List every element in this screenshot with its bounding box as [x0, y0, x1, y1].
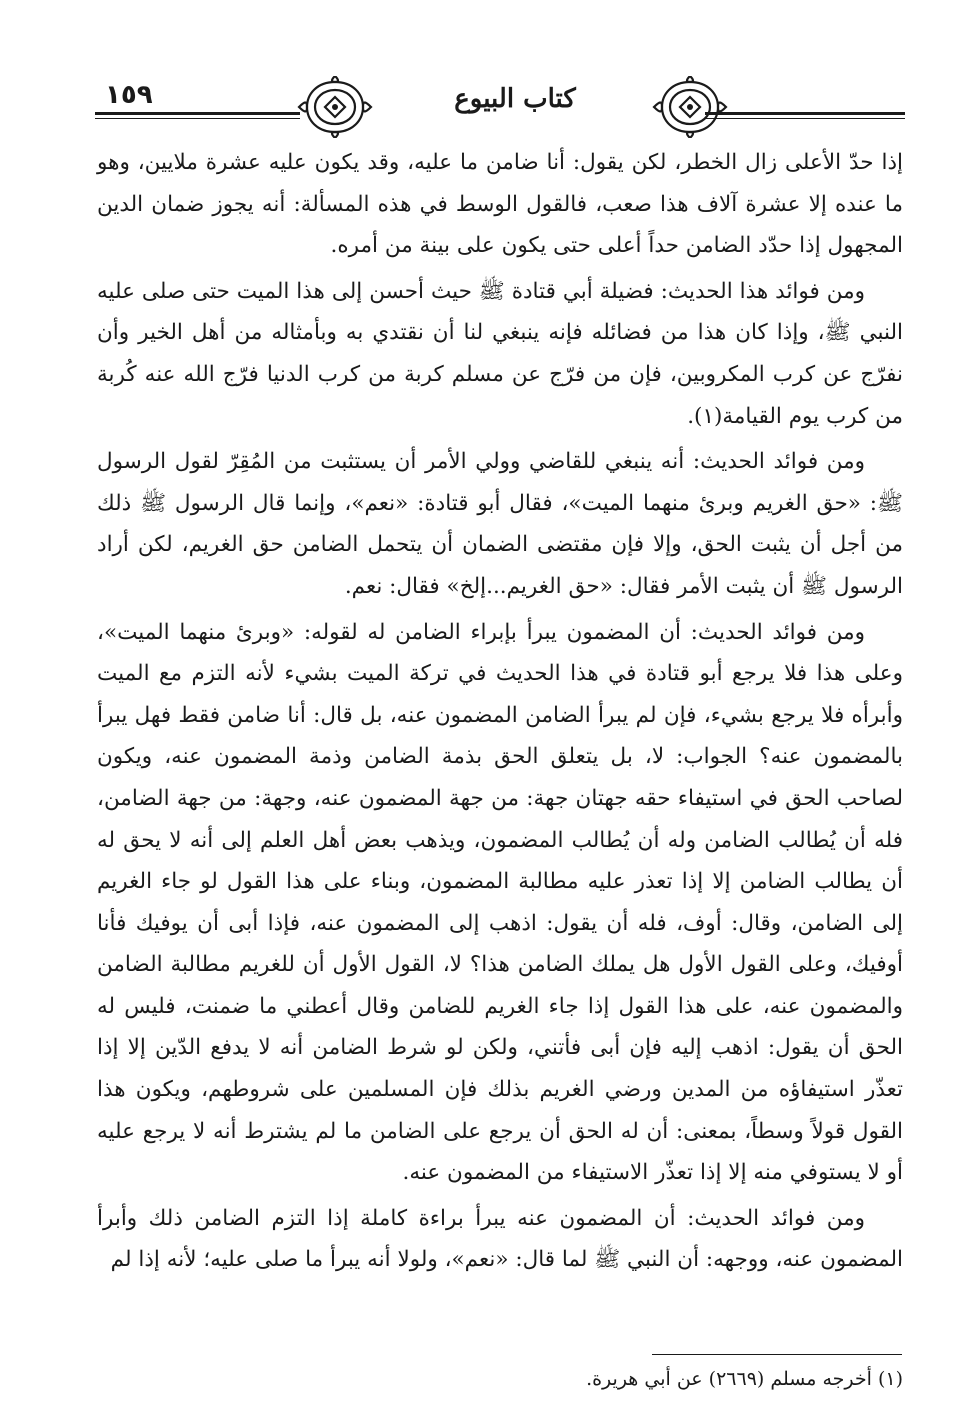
paragraph-1: إذا حدّ الأعلى زال الخطر، لكن يقول: أنا ضامن ما عليه، وقد يكون عليه عشرة ملايين، وهو ما عنده إلا عشرة آلاف هذا صعب، فالقول الوسط في هذه المسألة: أنه يجوز ضمان الدين المجهول إذا حدّد الضامن حداً أعلى حتى يكون على بينة من أمره.	[97, 150, 903, 259]
header-rule-right	[705, 112, 905, 115]
ornament-left-icon	[295, 76, 375, 138]
paragraph-3: ومن فوائد الحديث: أنه ينبغي للقاضي وولي الأمر أن يستثبت من المُقِرّ لقول الرسول ﷺ: «حق الغريم وبرئ منهما الميت»، فقال أبو قتادة: «نعم»، وإنما قال الرسول ﷺ ذلك من أجل أن يثبت الحق، وإلا فإن مقتضى الضمان أن يتحمل الضامن حق الغريم، لكن أراد الرسول ﷺ أن يثبت الأمر فقال: «حق الغريم...إلخ» فقال: نعم.	[97, 449, 903, 599]
footnote-divider	[652, 1354, 902, 1355]
header-rule-left	[95, 112, 300, 115]
ornament-right-icon	[650, 76, 730, 138]
main-text	[97, 142, 903, 1285]
page-header	[95, 72, 905, 134]
page-number: ١٥٩	[105, 80, 153, 110]
paragraph-2: ومن فوائد هذا الحديث: فضيلة أبي قتادة ﷺ حيث أحسن إلى هذا الميت حتى صلى عليه النبي ﷺ، وإذا كان هذا من فضائله فإنه ينبغي لنا أن نقتدي به وبأمثاله من أهل الخير وأن نفرّج عن كرب المكروبين، فإن من فرّج عن مسلم كربة من كرب الدنيا فرّج الله عنه كُربة من كرب يوم القيامة(١).	[97, 278, 903, 429]
paragraph-5: ومن فوائد الحديث: أن المضمون عنه يبرأ براءة كاملة إذا التزم الضامن ذلك وأبرأ المضمون عنه، ووجهه: أن النبي ﷺ لما قال: «نعم»، ولولا أنه يبرأ ما صلى عليه؛ لأنه إذا لم	[97, 1205, 903, 1273]
footnote: (١) أخرجه مسلم (٢٦٦٩) عن أبي هريرة.	[586, 1368, 903, 1390]
book-title: كتاب البيوع	[454, 84, 576, 114]
paragraph-4: ومن فوائد الحديث: أن المضمون يبرأ بإبراء الضامن له لقوله: «وبرئ منهما الميت»، وعلى هذا فلا يرجع أبو قتادة في هذا الحديث في تركة الميت بشيء لأنه التزم مع الميت وأبرأه فلا يرجع بشيء، فإن لم يبرأ الضامن المضمون عنه، بل قال: أنا ضامن فقط فهل يبرأ بالمضمون عنه؟ الجواب: لا، بل يتعلق الحق بذمة الضامن وذمة المضمون عنه، ويكون لصاحب الحق في استيفاء حقه جهتان جهة: من جهة المضمون عنه، وجهة: من جهة الضامن، فله أن يُطالب الضامن وله أن يُطالب المضمون، ويذهب بعض أهل العلم إلى أنه لا يحق له أن يطالب الضامن إلا إذا تعذر عليه مطالبة المضمون، وبناء على هذا القول لو جاء الغريم إلى الضامن، وقال: أوف، فله أن يقول: اذهب إلى المضمون عنه، فإذا أبى أن يوفيك فأنا أوفيك، وعلى القول الأول هل يملك الضامن هذا؟ لا، القول الأول أن للغريم مطالبة الضامن والمضمون عنه، على هذا القول إذا جاء الغريم للضامن وقال أعطني ما ضمنت، فليس له الحق أن يقول: اذهب إليه فإن أبى فأتني، ولكن لو شرط الضامن أنه لا يدفع الدّين إلا إذا تعذّر استيفاؤه من المدين ورضي الغريم بذلك فإن المسلمين على شروطهم، ويكون هذا القول قولاً وسطاً، بمعنى: أن له الحق أن يرجع على الضامن ما لم يشترط أنه لا يرجع عليه أو لا يستوفي منه إلا إذا تعذّر الاستيفاء من المضمون عنه.	[97, 619, 903, 1186]
